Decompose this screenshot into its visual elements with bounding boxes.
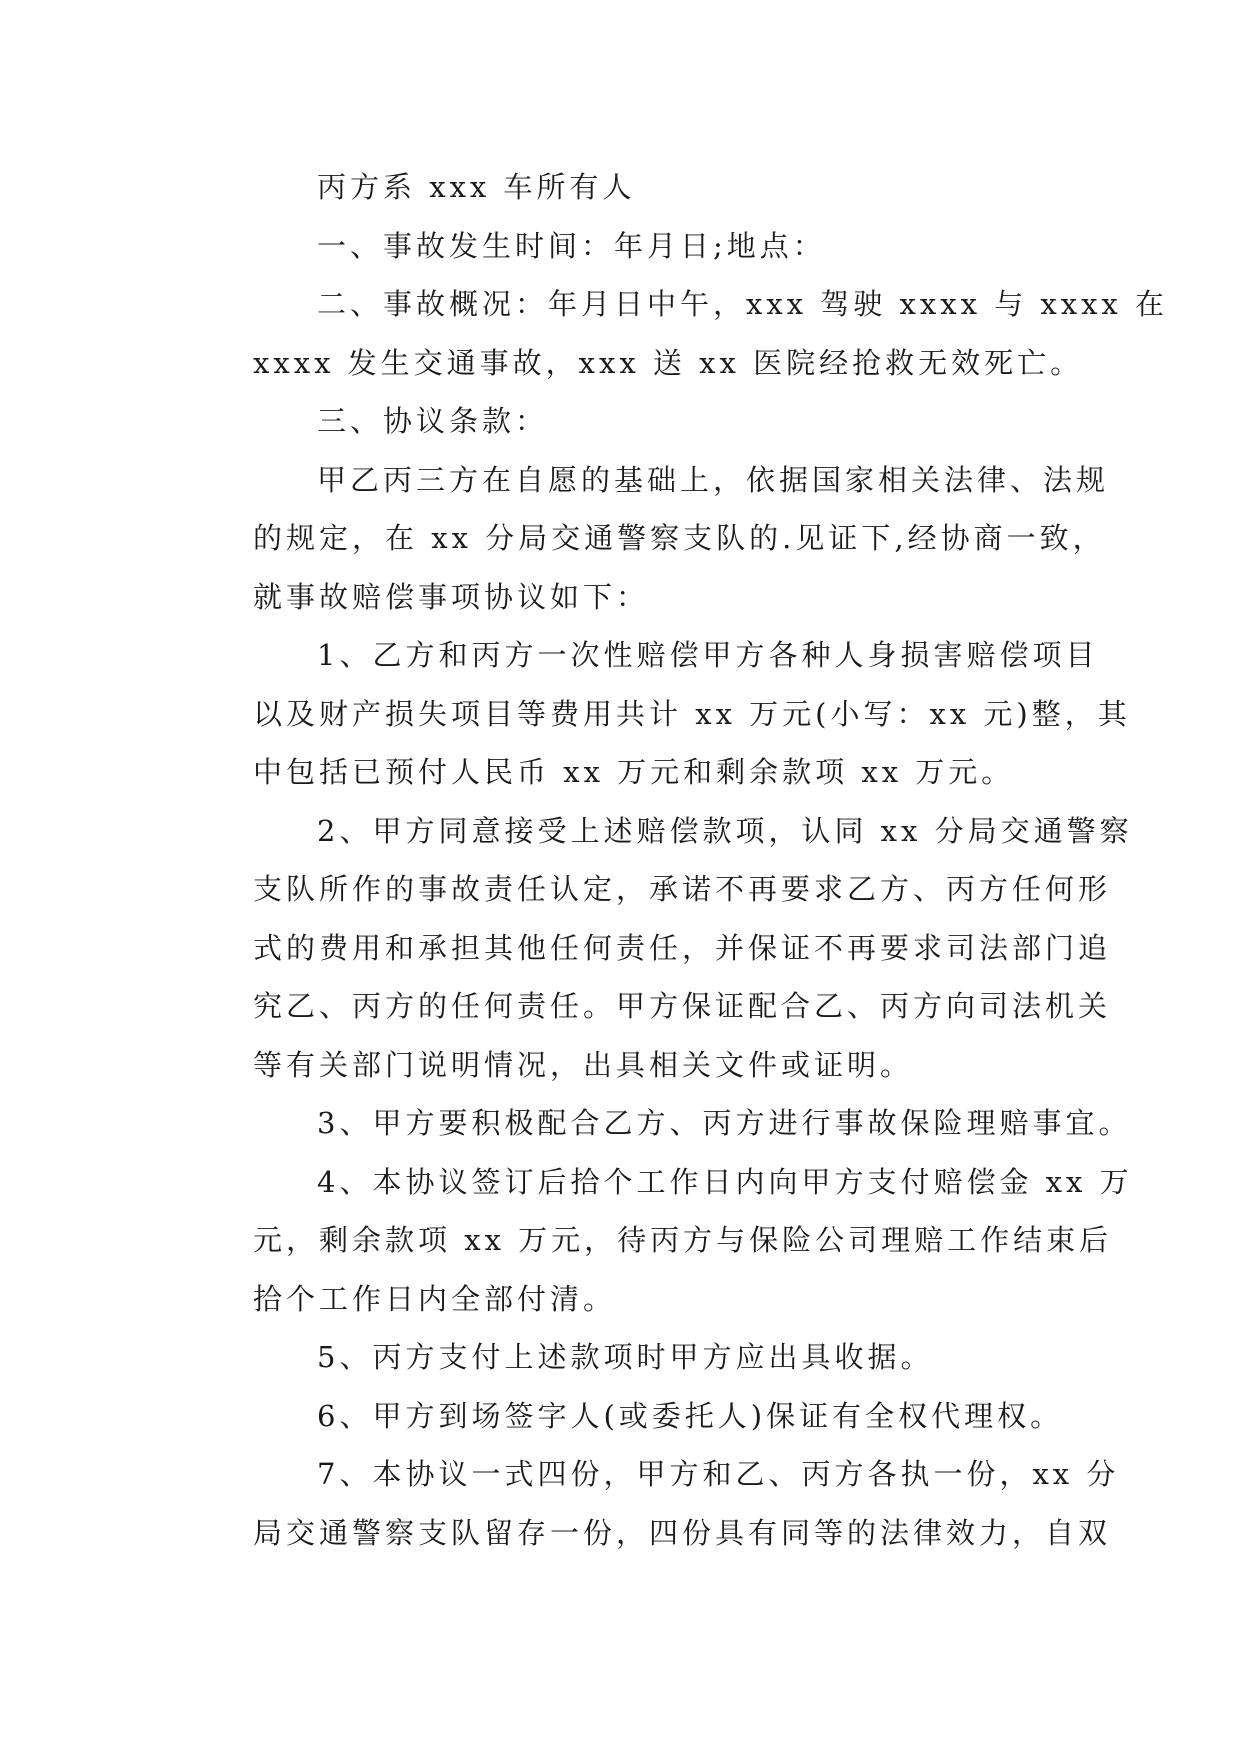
paragraph-owner (189, 158, 1065, 217)
paragraph-clause-7 (189, 1445, 1120, 1562)
text-line: 中包括已预付人民币 xx 万元和剩余款项 xx 万元。 (253, 755, 1015, 789)
paragraph-clause-4 (189, 1153, 1133, 1329)
text-line: 7、本协议一式四份，甲方和乙、丙方各执一份，xx 分 (317, 1457, 1120, 1491)
text-line: 一、事故发生时间：年月日;地点： (317, 228, 826, 263)
text-line: 的规定，在 xx 分局交通警察支队的.见证下,经协商一致， (253, 521, 1106, 555)
paragraph-clause-6 (189, 1387, 1065, 1446)
text-line: 甲乙丙三方在自愿的基础上，依据国家相关法律、法规 (317, 462, 1110, 497)
text-line: 拾个工作日内全部付清。 (253, 1281, 617, 1316)
text-line: xxxx 发生交通事故，xxx 送 xx 医院经抢救无效死亡。 (253, 345, 1084, 380)
text-line: 式的费用和承担其他任何责任，并保证不再要求司法部门追 (253, 930, 1112, 965)
text-line: 4、本协议签订后拾个工作日内向甲方支付赔偿金 xx 万 (317, 1164, 1133, 1199)
text-line: 2、甲方同意接受上述赔偿款项，认同 xx 分局交通警察 (317, 813, 1133, 848)
paragraph-clause-5 (189, 1328, 1065, 1387)
text-line: 丙方系 xxx 车所有人 (317, 170, 636, 204)
text-line: 3、甲方要积极配合乙方、丙方进行事故保险理赔事宜。 (317, 1106, 1132, 1140)
paragraph-clause-2 (189, 802, 1133, 1095)
document-body (189, 158, 1168, 1562)
text-line: 就事故赔偿事项协议如下： (253, 579, 650, 614)
paragraph-preamble (189, 451, 1110, 627)
paragraph-clause-1 (189, 626, 1131, 802)
text-line: 二、事故概况：年月日中午，xxx 驾驶 xxxx 与 xxxx 在 (317, 287, 1168, 321)
text-line: 1、乙方和丙方一次性赔偿甲方各种人身损害赔偿项目 (317, 638, 1099, 672)
text-line: 等有关部门说明情况，出具相关文件或证明。 (253, 1047, 914, 1082)
text-line: 6、甲方到场签字人(或委托人)保证有全权代理权。 (317, 1398, 1064, 1433)
text-line: 5、丙方支付上述款项时甲方应出具收据。 (317, 1340, 934, 1374)
text-line: 究乙、丙方的任何责任。甲方保证配合乙、丙方向司法机关 (253, 989, 1112, 1023)
text-line: 三、协议条款： (317, 404, 549, 438)
text-line: 元，剩余款项 xx 万元，待丙方与保险公司理赔工作结束后 (253, 1223, 1113, 1257)
paragraph-accident-overview (189, 275, 1168, 392)
text-line: 支队所作的事故责任认定，承诺不再要求乙方、丙方任何形 (253, 872, 1112, 906)
paragraph-accident-time (189, 217, 1065, 276)
paragraph-clause-3 (189, 1094, 1132, 1153)
paragraph-terms-heading (189, 392, 1065, 451)
text-line: 以及财产损失项目等费用共计 xx 万元(小写：xx 元)整，其 (253, 696, 1131, 731)
text-line: 局交通警察支队留存一份，四份具有同等的法律效力，自双 (253, 1515, 1112, 1550)
